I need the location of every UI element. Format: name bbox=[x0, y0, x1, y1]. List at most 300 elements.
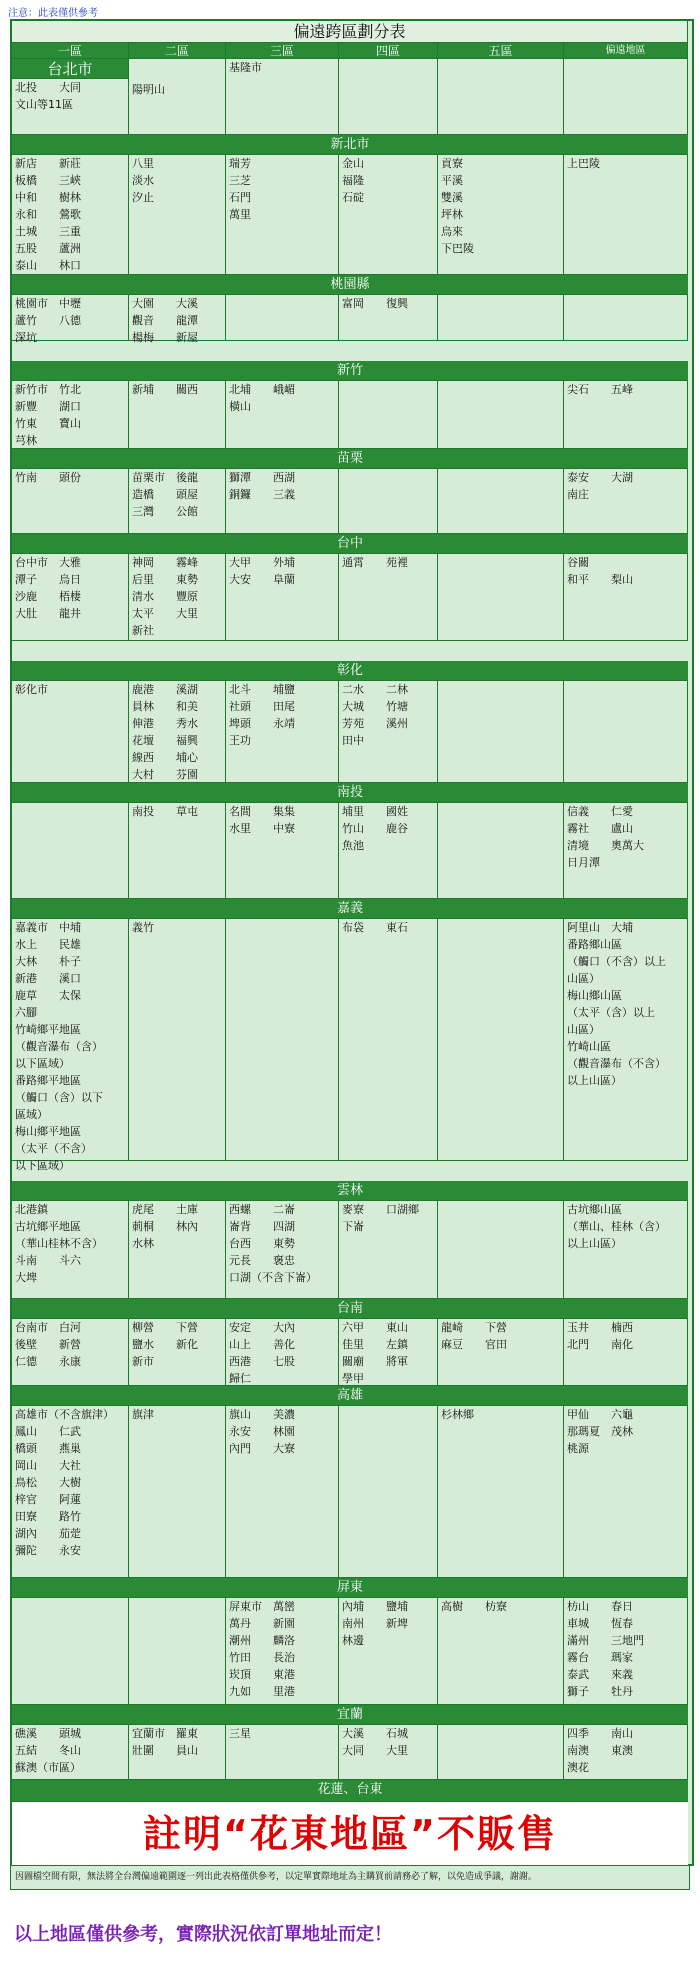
region-cell bbox=[226, 1598, 339, 1705]
area-entry: 莿桐 林內 bbox=[132, 1220, 198, 1233]
area-entry: 金山 bbox=[342, 157, 364, 170]
area-entry: 玉井 楠西 bbox=[567, 1321, 633, 1334]
area-entry: 員林 和美 bbox=[132, 700, 198, 713]
region-header: 花蓮、台東 bbox=[12, 1780, 688, 1802]
area-entry: 鹿草 太保 bbox=[15, 989, 81, 1002]
area-entry: 北投 大同 bbox=[15, 81, 81, 94]
area-entry: 竹崎山區 bbox=[567, 1040, 611, 1053]
area-entry: 上巴陵 bbox=[567, 157, 600, 170]
region-header: 彰化 bbox=[12, 661, 688, 681]
area-entry: 西螺 二崙 bbox=[229, 1203, 295, 1216]
area-entry: 泰山 林口 bbox=[15, 259, 81, 272]
area-entry: 楊梅 新屋 bbox=[132, 331, 198, 344]
area-entry: 四季 南山 bbox=[567, 1727, 633, 1740]
region-cell bbox=[226, 1319, 339, 1386]
area-entry: 芳苑 溪州 bbox=[342, 717, 408, 730]
area-entry: 桃園市 中壢 bbox=[15, 297, 81, 310]
area-entry: 新社 bbox=[132, 624, 154, 637]
area-entry: 湖內 茄萣 bbox=[15, 1527, 81, 1540]
area-entry: 水里 中寮 bbox=[229, 822, 295, 835]
area-entry: 三芝 bbox=[229, 174, 251, 187]
region-cell bbox=[12, 1201, 129, 1299]
region-cell bbox=[564, 1319, 688, 1386]
area-entry: 淡水 bbox=[132, 174, 154, 187]
column-header: 一區 bbox=[12, 43, 129, 59]
region-cell bbox=[129, 381, 226, 449]
area-entry: 通霄 苑裡 bbox=[342, 556, 408, 569]
area-entry: 南州 新埤 bbox=[342, 1617, 408, 1630]
column-header: 三區 bbox=[226, 43, 339, 59]
area-entry: 花壇 福興 bbox=[132, 734, 198, 747]
area-entry: 大埤 bbox=[15, 1271, 37, 1284]
region-cell bbox=[438, 155, 564, 275]
area-entry: 神岡 霧峰 bbox=[132, 556, 198, 569]
region-cell bbox=[226, 681, 339, 783]
bottom-note: 以上地區僅供參考，實際狀況依訂單地址而定！ bbox=[14, 1924, 392, 1945]
area-entry: 苗栗市 後龍 bbox=[132, 471, 198, 484]
area-entry: 北埔 峨嵋 bbox=[229, 383, 295, 396]
area-entry: 宜蘭市 羅東 bbox=[132, 1727, 198, 1740]
area-entry: 觀音 龍潭 bbox=[132, 314, 198, 327]
region-cell bbox=[438, 59, 564, 135]
region-cell bbox=[12, 919, 129, 1172]
area-entry: 清境 奧萬大 bbox=[567, 839, 644, 852]
area-entry: 線西 埔心 bbox=[132, 751, 198, 764]
area-entry: 大城 竹塘 bbox=[342, 700, 408, 713]
region-cell bbox=[129, 1201, 226, 1299]
area-entry: 八里 bbox=[132, 157, 154, 170]
region-cell bbox=[12, 1598, 129, 1705]
area-entry: 中和 樹林 bbox=[15, 191, 81, 204]
region-cell bbox=[226, 803, 339, 899]
area-entry: 烏來 bbox=[441, 225, 463, 238]
table-title: 偏遠跨區劃分表 bbox=[12, 21, 688, 43]
area-entry: 佳里 左鎮 bbox=[342, 1338, 408, 1351]
region-cell bbox=[12, 79, 129, 135]
area-entry: 三灣 公館 bbox=[132, 505, 198, 518]
region-cell bbox=[438, 1725, 564, 1780]
area-entry: 高樹 枋寮 bbox=[441, 1600, 507, 1613]
region-header: 桃園縣 bbox=[12, 275, 688, 295]
area-entry: 造橋 頭屋 bbox=[132, 488, 198, 501]
column-header: 四區 bbox=[339, 43, 438, 59]
column-header: 二區 bbox=[129, 43, 226, 59]
area-entry: 萬里 bbox=[229, 208, 251, 221]
area-entry: 山上 善化 bbox=[229, 1338, 295, 1351]
area-entry: 土城 三重 bbox=[15, 225, 81, 238]
region-cell bbox=[564, 1598, 688, 1705]
area-entry: 坪林 bbox=[441, 208, 463, 221]
region-cell bbox=[438, 1406, 564, 1578]
area-entry: 元長 褒忠 bbox=[229, 1254, 295, 1267]
area-entry: 獅子 牡丹 bbox=[567, 1685, 633, 1698]
area-entry: 古坑鄉山區 bbox=[567, 1203, 622, 1216]
area-entry: 大園 大溪 bbox=[132, 297, 198, 310]
area-entry: 關廟 將軍 bbox=[342, 1355, 408, 1368]
region-cell bbox=[129, 469, 226, 534]
area-entry: 沙鹿 梧棲 bbox=[15, 590, 81, 603]
region-cell bbox=[339, 59, 438, 135]
region-header: 高雄 bbox=[12, 1386, 688, 1406]
area-entry: 義竹 bbox=[132, 921, 154, 934]
region-cell bbox=[12, 1406, 129, 1578]
area-entry: （觀音瀑布（不含） bbox=[567, 1057, 666, 1070]
region-cell bbox=[339, 295, 438, 341]
region-cell bbox=[129, 1319, 226, 1386]
area-entry: 麻豆 官田 bbox=[441, 1338, 507, 1351]
area-entry: 竹崎鄉平地區 bbox=[15, 1023, 81, 1036]
area-entry: 大肚 龍井 bbox=[15, 607, 81, 620]
region-header: 新竹 bbox=[12, 361, 688, 381]
area-entry: 永和 鶯歌 bbox=[15, 208, 81, 221]
region-cell bbox=[339, 381, 438, 449]
area-entry: 山區） bbox=[567, 972, 600, 985]
area-entry: 番路鄉平地區 bbox=[15, 1074, 81, 1087]
region-cell bbox=[438, 469, 564, 534]
area-entry: 平溪 bbox=[441, 174, 463, 187]
area-entry: 北港鎮 bbox=[15, 1203, 48, 1216]
area-entry: 大甲 外埔 bbox=[229, 556, 295, 569]
region-cell bbox=[129, 919, 226, 1161]
region-header: 屏東 bbox=[12, 1578, 688, 1598]
region-cell bbox=[129, 803, 226, 899]
column-header: 偏遠地區 bbox=[564, 43, 688, 59]
area-entry: 新港 溪口 bbox=[15, 972, 81, 985]
area-entry: （觸口（含）以下 bbox=[15, 1091, 103, 1104]
area-entry: 鳥松 大樹 bbox=[15, 1476, 81, 1489]
area-entry: 新豐 湖口 bbox=[15, 400, 81, 413]
area-entry: 古坑鄉平地區 bbox=[15, 1220, 81, 1233]
region-header: 新北市 bbox=[12, 135, 688, 155]
region-cell bbox=[129, 1598, 226, 1705]
region-header: 南投 bbox=[12, 783, 688, 803]
region-cell bbox=[438, 803, 564, 899]
area-entry: 基隆市 bbox=[229, 61, 262, 74]
region-cell bbox=[438, 381, 564, 449]
area-entry: 二水 二林 bbox=[342, 683, 408, 696]
area-entry: 以上山區） bbox=[567, 1074, 622, 1087]
region-header: 雲林 bbox=[12, 1181, 688, 1201]
area-entry: 三星 bbox=[229, 1727, 251, 1740]
area-entry: 石碇 bbox=[342, 191, 364, 204]
region-cell bbox=[564, 1406, 688, 1578]
area-entry: 魚池 bbox=[342, 839, 364, 852]
region-cell bbox=[564, 554, 688, 641]
area-entry: 社頭 田尾 bbox=[229, 700, 295, 713]
region-cell bbox=[438, 1598, 564, 1705]
area-entry: 虎尾 土庫 bbox=[132, 1203, 198, 1216]
region-cell bbox=[438, 295, 564, 341]
area-entry: 文山等11區 bbox=[15, 98, 73, 111]
area-entry: 下巴陵 bbox=[441, 242, 474, 255]
area-entry: 蘇澳（市區） bbox=[15, 1761, 81, 1774]
area-entry: 伸港 秀水 bbox=[132, 717, 198, 730]
area-entry: 名間 集集 bbox=[229, 805, 295, 818]
area-entry: 鹿港 溪湖 bbox=[132, 683, 198, 696]
area-entry: 石門 bbox=[229, 191, 251, 204]
area-entry: 田中 bbox=[342, 734, 364, 747]
area-entry: 以下區域） bbox=[15, 1159, 70, 1172]
region-cell bbox=[226, 1725, 339, 1780]
area-entry: 梅山鄉平地區 bbox=[15, 1125, 81, 1138]
region-header: 台南 bbox=[12, 1299, 688, 1319]
region-cell bbox=[12, 803, 129, 899]
region-cell bbox=[12, 155, 129, 275]
region-cell bbox=[339, 469, 438, 534]
area-entry: 滿州 三地門 bbox=[567, 1634, 644, 1647]
region-cell bbox=[129, 1725, 226, 1780]
region-cell bbox=[226, 381, 339, 449]
region-cell bbox=[12, 295, 129, 344]
area-entry: 福隆 bbox=[342, 174, 364, 187]
area-entry: 竹田 長治 bbox=[229, 1651, 295, 1664]
region-cell bbox=[339, 1406, 438, 1578]
area-entry: 嘉義市 中埔 bbox=[15, 921, 81, 934]
area-entry: 霧台 瑪家 bbox=[567, 1651, 633, 1664]
area-entry: 安定 大內 bbox=[229, 1321, 295, 1334]
area-entry: 蘆竹 八德 bbox=[15, 314, 81, 327]
area-entry: 竹南 頭份 bbox=[15, 471, 81, 484]
region-cell bbox=[564, 469, 688, 534]
area-entry: 口湖（不含下崙） bbox=[229, 1271, 317, 1284]
region-cell bbox=[339, 155, 438, 275]
region-cell bbox=[339, 554, 438, 641]
area-entry: 甲仙 六龜 bbox=[567, 1408, 633, 1421]
region-cell bbox=[129, 295, 226, 344]
area-entry: 梅山鄉山區 bbox=[567, 989, 622, 1002]
area-entry: 西港 七股 bbox=[229, 1355, 295, 1368]
area-entry: 銅鑼 三義 bbox=[229, 488, 295, 501]
area-entry: 那瑪夏 茂林 bbox=[567, 1425, 633, 1438]
region-cell bbox=[564, 155, 688, 275]
area-entry: 大安 阜蘭 bbox=[229, 573, 295, 586]
area-entry: 彌陀 永安 bbox=[15, 1544, 81, 1557]
area-entry: 鹽水 新化 bbox=[132, 1338, 198, 1351]
area-entry: 旗津 bbox=[132, 1408, 154, 1421]
area-entry: 太平 大里 bbox=[132, 607, 198, 620]
area-entry: 以下區域） bbox=[15, 1057, 70, 1070]
area-entry: 歸仁 bbox=[229, 1372, 251, 1385]
area-entry: 內埔 鹽埔 bbox=[342, 1600, 408, 1613]
area-entry: 日月潭 bbox=[567, 856, 600, 869]
area-entry: 和平 梨山 bbox=[567, 573, 633, 586]
area-entry: 田寮 路竹 bbox=[15, 1510, 81, 1523]
area-entry: 澳花 bbox=[567, 1761, 589, 1774]
area-entry: （華山桂林不含） bbox=[15, 1237, 103, 1250]
region-cell bbox=[12, 681, 129, 783]
region-cell bbox=[339, 919, 438, 1161]
area-entry: 崁頂 東港 bbox=[229, 1668, 295, 1681]
area-entry: 大同 大里 bbox=[342, 1744, 408, 1757]
area-entry: 九如 里港 bbox=[229, 1685, 295, 1698]
area-entry: 布袋 東石 bbox=[342, 921, 408, 934]
area-entry: 仁德 永康 bbox=[15, 1355, 81, 1368]
region-cell bbox=[12, 469, 129, 534]
region-cell bbox=[129, 1406, 226, 1578]
area-entry: 麥寮 口湖鄉 bbox=[342, 1203, 419, 1216]
region-header: 嘉義 bbox=[12, 899, 688, 919]
area-entry: 斗南 斗六 bbox=[15, 1254, 81, 1267]
not-for-sale-note: 註明“花東地區”不販售 bbox=[12, 1802, 688, 1866]
region-cell bbox=[226, 919, 339, 1161]
area-entry: 梓官 阿蓮 bbox=[15, 1493, 81, 1506]
area-entry: 南澳 東澳 bbox=[567, 1744, 633, 1757]
area-entry: 後壁 新營 bbox=[15, 1338, 81, 1351]
area-entry: 林邊 bbox=[342, 1634, 364, 1647]
region-cell bbox=[339, 803, 438, 899]
region-cell bbox=[564, 919, 688, 1161]
column-header: 五區 bbox=[438, 43, 564, 59]
area-entry: 竹東 寶山 bbox=[15, 417, 81, 430]
area-entry: 旗山 美濃 bbox=[229, 1408, 295, 1421]
area-entry: 新市 bbox=[132, 1355, 154, 1368]
area-entry: 杉林鄉 bbox=[441, 1408, 474, 1421]
area-entry: 橫山 bbox=[229, 400, 251, 413]
area-entry: 水上 民雄 bbox=[15, 938, 81, 951]
region-cell bbox=[226, 1406, 339, 1578]
region-cell bbox=[564, 295, 688, 341]
region-cell bbox=[226, 155, 339, 275]
region-cell bbox=[12, 381, 129, 449]
region-cell bbox=[339, 681, 438, 783]
area-entry: 礁溪 頭城 bbox=[15, 1727, 81, 1740]
area-entry: 岡山 大社 bbox=[15, 1459, 81, 1472]
region-cell bbox=[339, 1201, 438, 1299]
area-entry: 下崙 bbox=[342, 1220, 364, 1233]
area-entry: 王功 bbox=[229, 734, 251, 747]
area-entry: 大村 芬園 bbox=[132, 768, 198, 781]
region-cell bbox=[438, 919, 564, 1161]
area-entry: 五結 冬山 bbox=[15, 1744, 81, 1757]
area-entry: 柳營 下營 bbox=[132, 1321, 198, 1334]
area-entry: 潭子 烏日 bbox=[15, 573, 81, 586]
region-cell bbox=[564, 1725, 688, 1780]
area-entry: 霧社 盧山 bbox=[567, 822, 633, 835]
area-entry: 谷關 bbox=[567, 556, 589, 569]
area-entry: 萬丹 新園 bbox=[229, 1617, 295, 1630]
area-entry: 內門 大寮 bbox=[229, 1442, 295, 1455]
area-entry: 瑞芳 bbox=[229, 157, 251, 170]
area-entry: 桃源 bbox=[567, 1442, 589, 1455]
area-entry: 區域） bbox=[15, 1108, 48, 1121]
footer-disclaimer-text: 因圖檔空間有限，無法將全台灣偏遠範圍逐一列出此表格僅供參考，以定單實際地址為主購買前請務必了解，以免造成爭議，謝謝。 bbox=[10, 1866, 690, 1890]
region-cell bbox=[12, 1319, 129, 1386]
area-entry: 龍崎 下營 bbox=[441, 1321, 507, 1334]
area-entry: （觀音瀑布（含） bbox=[15, 1040, 103, 1053]
area-entry: 番路鄉山區 bbox=[567, 938, 622, 951]
area-entry: （太平（含）以上 bbox=[567, 1006, 655, 1019]
area-entry: （觸口（不含）以上 bbox=[567, 955, 666, 968]
area-entry: 永安 林園 bbox=[229, 1425, 295, 1438]
area-entry: 高雄市（不含旗津） bbox=[15, 1408, 114, 1421]
area-entry: 信義 仁愛 bbox=[567, 805, 633, 818]
area-entry: 埤頭 永靖 bbox=[229, 717, 295, 730]
region-cell bbox=[564, 381, 688, 449]
area-entry: 清水 豐原 bbox=[132, 590, 198, 603]
region-cell bbox=[438, 1319, 564, 1386]
region-cell bbox=[129, 59, 226, 135]
area-entry: 鳳山 仁武 bbox=[15, 1425, 81, 1438]
area-entry: 台西 東勢 bbox=[229, 1237, 295, 1250]
area-entry: 台南市 白河 bbox=[15, 1321, 81, 1334]
region-cell bbox=[226, 469, 339, 534]
area-entry: 雙溪 bbox=[441, 191, 463, 204]
region-header: 苗栗 bbox=[12, 449, 688, 469]
region-cell bbox=[438, 681, 564, 783]
area-entry: 泰安 大湖 bbox=[567, 471, 633, 484]
region-cell bbox=[564, 1201, 688, 1299]
area-entry: 后里 東勢 bbox=[132, 573, 198, 586]
area-entry: 枋山 春日 bbox=[567, 1600, 633, 1613]
area-entry: 泰武 來義 bbox=[567, 1668, 633, 1681]
area-entry: 潮州 麟洛 bbox=[229, 1634, 295, 1647]
region-cell bbox=[339, 1319, 438, 1386]
area-entry: 富岡 復興 bbox=[342, 297, 408, 310]
area-entry: 車城 恆春 bbox=[567, 1617, 633, 1630]
area-entry: 芎林 bbox=[15, 434, 37, 447]
region-cell bbox=[438, 1201, 564, 1299]
area-entry: 五股 蘆洲 bbox=[15, 242, 81, 255]
region-cell bbox=[339, 1725, 438, 1780]
area-entry: （華山、桂林（含） bbox=[567, 1220, 666, 1233]
region-cell bbox=[564, 803, 688, 899]
area-entry: 阿里山 大埔 bbox=[567, 921, 633, 934]
area-entry: 六腳 bbox=[15, 1006, 37, 1019]
area-entry: 壯圍 員山 bbox=[132, 1744, 198, 1757]
region-header: 宜蘭 bbox=[12, 1705, 688, 1725]
area-entry: 板橋 三峽 bbox=[15, 174, 81, 187]
area-entry: 北門 南化 bbox=[567, 1338, 633, 1351]
area-entry: 南投 草屯 bbox=[132, 805, 198, 818]
area-entry: 大林 朴子 bbox=[15, 955, 81, 968]
area-entry: 大溪 石城 bbox=[342, 1727, 408, 1740]
area-entry: 尖石 五峰 bbox=[567, 383, 633, 396]
region-cell bbox=[438, 554, 564, 641]
area-entry: 學甲 bbox=[342, 1372, 364, 1385]
area-entry: 橋頭 燕巢 bbox=[15, 1442, 81, 1455]
area-entry: 台中市 大雅 bbox=[15, 556, 81, 569]
area-entry: 新埔 關西 bbox=[132, 383, 198, 396]
area-entry: 崙背 四湖 bbox=[229, 1220, 295, 1233]
region-cell bbox=[129, 681, 226, 783]
region-cell bbox=[226, 1201, 339, 1299]
area-entry: 獅潭 西湖 bbox=[229, 471, 295, 484]
area-entry: 深坑 bbox=[15, 331, 37, 344]
region-cell bbox=[564, 59, 688, 135]
area-entry: 汐止 bbox=[132, 191, 154, 204]
region-cell bbox=[129, 554, 226, 641]
area-entry: 南庄 bbox=[567, 488, 589, 501]
region-cell bbox=[339, 1598, 438, 1705]
region-header: 台中 bbox=[12, 534, 688, 554]
area-entry: 新店 新莊 bbox=[15, 157, 81, 170]
area-entry: 彰化市 bbox=[15, 683, 48, 696]
region-header: 台北市 bbox=[12, 59, 129, 79]
area-entry: 貢寮 bbox=[441, 157, 463, 170]
region-cell bbox=[12, 554, 129, 641]
area-entry: 竹山 鹿谷 bbox=[342, 822, 408, 835]
area-entry: 山區） bbox=[567, 1023, 600, 1036]
area-entry: 屏東市 萬巒 bbox=[229, 1600, 295, 1613]
area-entry: 埔里 國姓 bbox=[342, 805, 408, 818]
region-cell bbox=[226, 295, 339, 341]
region-cell bbox=[129, 155, 226, 275]
area-entry: 水林 bbox=[132, 1237, 154, 1250]
disclaimer-note: 注意：此表僅供參考 bbox=[8, 8, 98, 19]
region-table bbox=[10, 19, 694, 1866]
region-cell bbox=[226, 59, 339, 135]
area-entry: 新竹市 竹北 bbox=[15, 383, 81, 396]
